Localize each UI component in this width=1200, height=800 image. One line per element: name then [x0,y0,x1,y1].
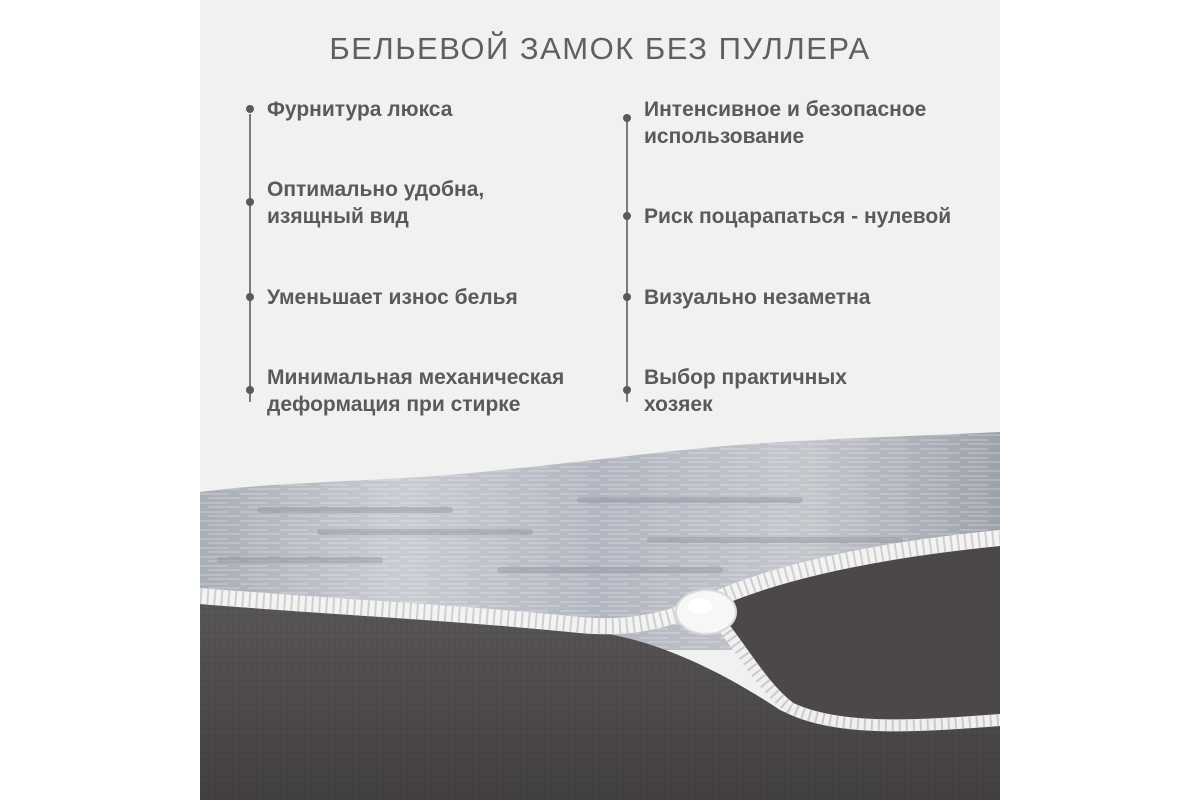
feature-text: Минимальная механическая деформация при стирке [267,366,565,416]
bullet-dot-icon [623,386,631,394]
bullet-dot-icon [246,386,254,394]
feature-text: Интенсивное и безопасное использование [644,98,927,148]
bullet-dot-icon [246,198,254,206]
feature-text: Визуально незаметна [644,286,871,309]
feature-text: Уменьшает износ белья [267,286,518,309]
column-divider-line [249,114,251,402]
bullet-dot-icon [623,114,631,122]
bullet-dot-icon [246,105,254,113]
feature-text: Выбор практичных хозяек [644,366,847,416]
zipper-slider-icon [676,590,736,634]
bullet-dot-icon [623,212,631,220]
bullet-dot-icon [623,293,631,301]
product-card [200,0,1000,800]
bullet-dot-icon [246,293,254,301]
zipper-photo [200,420,1000,800]
page-title: БЕЛЬЕВОЙ ЗАМОК БЕЗ ПУЛЛЕРА [329,31,871,66]
feature-text: Фурнитура люкса [267,98,453,121]
column-divider-line [626,114,628,402]
feature-text: Оптимально удобна, изящный вид [267,178,485,228]
feature-text: Риск поцарапаться - нулевой [644,205,952,228]
